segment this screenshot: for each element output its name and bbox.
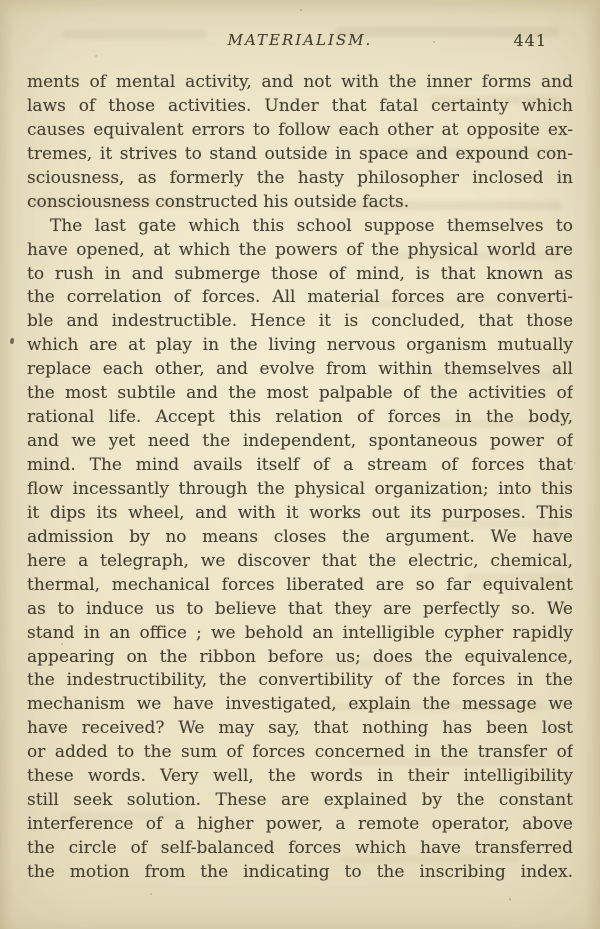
text-line: or added to the sum of forces concerned in the transfer of [27,742,573,763]
text-line: to rush in and submerge those of mind, is that known as [27,263,573,284]
text-line: the indestructibility, the convertibility of the forces in the [27,670,573,691]
text-line: which are at play in the living nervous organism mutually [27,335,573,356]
ink-speck [150,893,152,895]
ink-speck [509,898,511,901]
ink-speck [300,9,302,11]
text-line: here a telegraph, we discover that the electric, chemical, [27,550,573,571]
text-line: it dips its wheel, and with it works out its purposes. This [27,502,573,523]
text-line: the motion from the indicating to the inscribing index. [27,861,573,882]
text-line: and we yet need the independent, spontaneous power of [27,431,573,452]
text-line: flow incessantly through the physical organization; into this [27,478,573,499]
body-text [27,71,573,885]
running-head [27,31,573,53]
text-line: still seek solution. These are explained by the constant [27,790,573,811]
text-line: have received? We may say, that nothing has been lost [27,718,573,739]
text-line: stand in an office ; we behold an intelligible cypher rapidly [27,622,573,643]
text-line: thermal, mechanical forces liberated are so far equivalent [27,574,573,595]
text-line: ble and indestructible. Hence it is concluded, that those [27,311,573,332]
text-line: as to induce us to believe that they are perfectly so. We [27,598,573,619]
text-line: have opened, at which the powers of the physical world are [27,239,573,260]
text-line: admission by no means closes the argument. We have [27,526,573,547]
text-line: ments of mental activity, and not with the inner forms and [27,72,573,92]
text-line: laws of those activities. Under that fatal certainty which [27,95,573,116]
text-line: interference of a higher power, a remote operator, above [27,814,573,835]
ink-speck [10,338,14,344]
text-line: sciousness, as formerly the hasty philosopher inclosed in [27,167,573,188]
text-line: the most subtile and the most palpable of the activities of [27,383,573,404]
text-line: the circle of self-balanced forces which have transferred [27,838,573,858]
text-line: causes equivalent errors to follow each other at opposite ex- [27,119,573,140]
text-line: replace each other, and evolve from within themselves all [27,359,573,380]
ink-speck [95,55,97,57]
text-line: these words. Very well, the words in their intelligibility [27,766,573,787]
text-line: consciousness constructed his outside facts. [27,191,410,212]
text-line: the correlation of forces. All material forces are converti- [27,287,573,308]
ink-speck [574,462,576,464]
text-line: The last gate which this school suppose themselves to [50,215,573,236]
text-line: rational life. Accept this relation of forces in the body, [27,407,573,428]
page-number: 441 [513,31,547,50]
text-line: appearing on the ribbon before us; does the equivalence, [27,646,573,667]
text-line: mind. The mind avails itself of a stream of forces that [27,455,573,475]
text-line: mechanism we have investigated, explain the message we [27,694,573,715]
running-head-title: MATERIALISM. [227,31,373,49]
text-line: tremes, it strives to stand outside in space and expound con- [27,143,573,164]
